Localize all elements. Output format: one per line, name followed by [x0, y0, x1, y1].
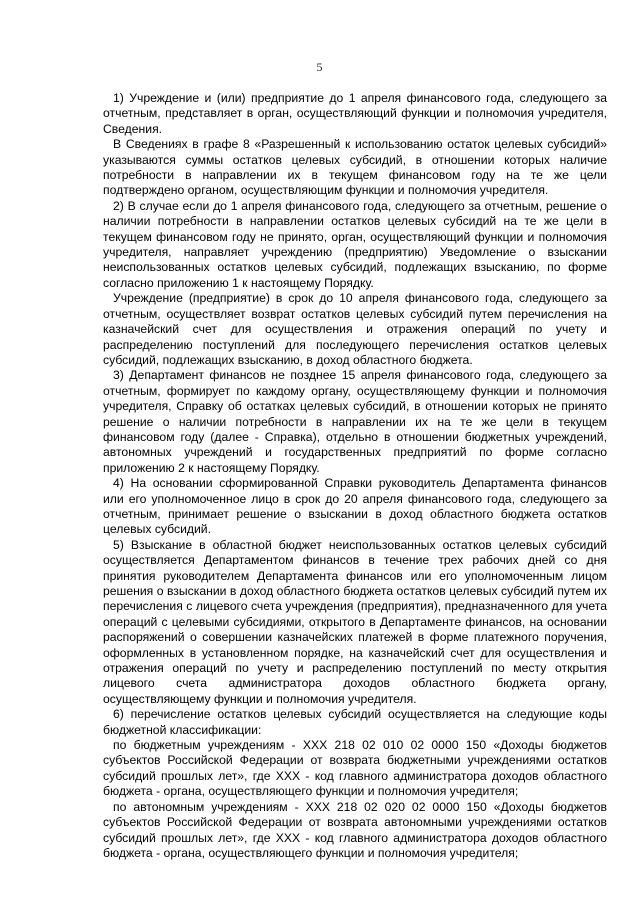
paragraph-3: 2) В случае если до 1 апреля финансового года, следующего за отчетным, решение о наличии потребности в направлении остатков целевых субсидий на те же цели в текущем финансовом году не принято, орган, осуществляющий функции и полномочия учредителя, направляет учреждению (предприятию) Уведомление о взыскании неиспользованных остатков целевых субсидий, подлежащих взысканию, по форме согласно приложению 1 к настоящему Порядку.: [103, 198, 607, 290]
page-number: 5: [316, 60, 323, 74]
paragraph-1: 1) Учреждение и (или) предприятие до 1 апреля финансового года, следующего за отчетным, представляет в орган, осуществляющий функции и полномочия учредителя, Сведения.: [103, 91, 607, 136]
paragraph-7: 5) Взыскание в областной бюджет неиспользованных остатков целевых субсидий осуществляется Департаментом финансов в течение трех рабочих дней со дня принятия руководителем Департамента финансов или его уполномоченным лицом решения о взыскании в доход областного бюджета остатков целевых субсидий путем их перечисления с лицевого счета учреждения (предприятия), предназначенного для учета операций с целевыми субсидиями, открытого в Департаменте финансов, на основании распоряжений о совершении казначейских платежей в форме платежного поручения, оформленных в установленном порядке, на казначейский счет для осуществления и отражения операций по учету и распределению поступлений по месту открытия лицевого счета администратора доходов областного бюджета органу, осуществляющему функции и полномочия учредителя.: [103, 537, 607, 706]
paragraph-9: по бюджетным учреждениям - ХХХ 218 02 010 02 0000 150 «Доходы бюджетов субъектов Российской Федерации от возврата бюджетными учреждениями остатков субсидий прошлых лет», где ХХХ - код главного администратора доходов областного бюджета - органа, осуществляющего функции и полномочия учредителя;: [103, 738, 607, 799]
paragraph-5: 3) Департамент финансов не позднее 15 апреля финансового года, следующего за отчетным, формирует по каждому органу, осуществляющему функции и полномочия учредителя, Справку об остатках целевых субсидий, в отношении которых не принято решение о наличии потребности в направлении их на те же цели в текущем финансовом году (далее - Справка), отдельно в отношении бюджетных учреждений, автономных учреждений и государственных предприятий по форме согласно приложению 2 к настоящему Порядку.: [103, 368, 607, 475]
paragraph-2: В Сведениях в графе 8 «Разрешенный к использованию остаток целевых субсидий» указываются суммы остатков целевых субсидий, в отношении которых наличие потребности в направлении их в текущем финансовом году на те же цели подтверждено органом, осуществляющим функции и полномочия учредителя.: [103, 137, 607, 198]
paragraph-6: 4) На основании сформированной Справки руководитель Департамента финансов или его уполномоченное лицо в срок до 20 апреля финансового года, следующего за отчетным, принимает решение о взыскании в доход областного бюджета остатков целевых субсидий.: [103, 476, 607, 537]
paragraph-4: Учреждение (предприятие) в срок до 10 апреля финансового года, следующего за отчетным, осуществляет возврат остатков целевых субсидий путем перечисления на казначейский счет для осуществления и отражения операций по учету и распределению поступлений для последующего перечисления остатков целевых субсидий, подлежащих взысканию, в доход областного бюджета.: [103, 291, 607, 367]
document-body: [103, 91, 607, 861]
paragraph-8: 6) перечисление остатков целевых субсидий осуществляется на следующие коды бюджетной классификации:: [103, 707, 607, 737]
paragraph-10: по автономным учреждениям - ХХХ 218 02 020 02 0000 150 «Доходы бюджетов субъектов Российской Федерации от возврата автономными учреждениями остатков субсидий прошлых лет», где ХХХ - код главного администратора доходов областного бюджета - органа, осуществляющего функции и полномочия учредителя;: [103, 799, 607, 860]
